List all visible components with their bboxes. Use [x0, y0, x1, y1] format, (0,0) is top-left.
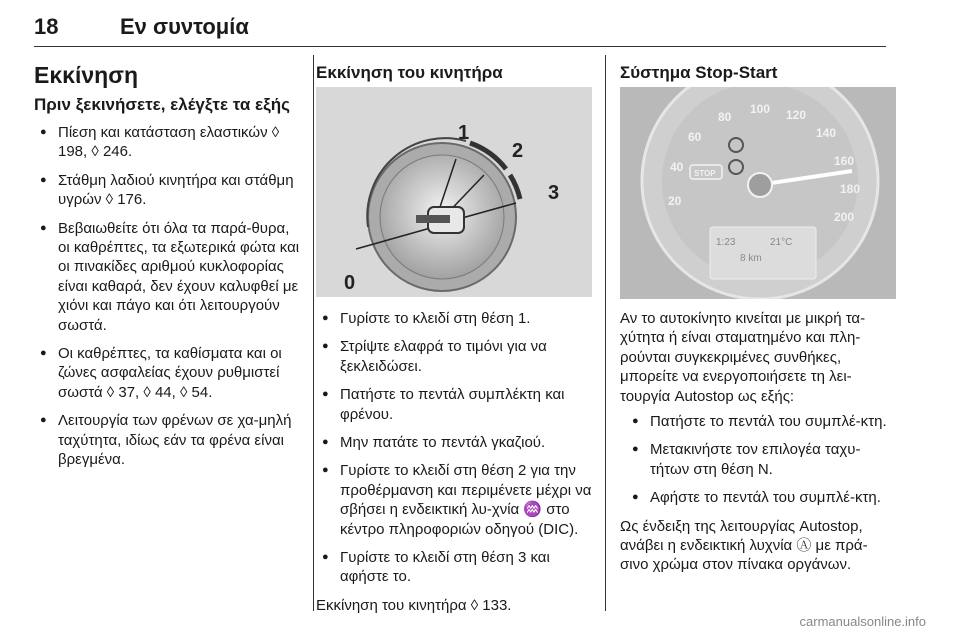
gauge-label: 160	[834, 154, 855, 168]
gauge-label: 60	[688, 130, 702, 144]
label-position-2: 2	[512, 140, 524, 162]
gauge-label: 40	[670, 160, 684, 174]
col2-title: Εκκίνηση του κινητήρα	[316, 63, 503, 82]
list-item: ● Πατήστε το πεντάλ συμπλέκτη και φρένου.	[316, 385, 596, 424]
section-title: Εν συντομία	[120, 14, 249, 39]
display-time: 1:23	[716, 237, 736, 248]
instrument-cluster-figure	[620, 87, 896, 299]
list-item: ● Οι καθρέπτες, τα καθίσματα και οι ζώνες ασφαλείας έχουν ρυθμιστεί σωστά ◊ 37, ◊ 44, ◊ 54.	[34, 344, 302, 402]
list-item: ● Στρίψτε ελαφρά το τιμόνι για να ξεκλειδώσει.	[316, 337, 596, 376]
gauge-label: 100	[750, 102, 771, 116]
list-item: ● Γυρίστε το κλειδί στη θέση 1.	[316, 309, 596, 328]
col2-crossref: Εκκίνηση του κινητήρα ◊ 133.	[316, 596, 512, 614]
label-position-1: 1	[458, 122, 470, 144]
col1-title: Εκκίνηση	[34, 62, 139, 88]
list-item: ● Μην πατάτε το πεντάλ γκαζιού.	[316, 433, 596, 452]
speedometer-illustration	[620, 87, 896, 299]
display-distance: 8 km	[740, 253, 762, 264]
ignition-switch-illustration	[316, 87, 592, 297]
start-steps	[316, 309, 596, 587]
page-number: 18	[34, 14, 59, 39]
label-position-0: 0	[344, 272, 356, 294]
column-1	[34, 62, 302, 479]
label-position-3: 3	[548, 182, 560, 204]
gauge-label: 140	[816, 126, 837, 140]
stop-start-outro: Ως ένδειξη της λειτουργίας Autostop, ανάβει η ενδεικτική λυχνία Ⓐ με πρά-σινο χρώμα στον πίνακα οργάνων.	[620, 517, 868, 574]
ignition-figure	[316, 87, 592, 297]
column-2	[316, 62, 596, 621]
watermark: carmanualsonline.info	[799, 614, 926, 629]
driver-info-display	[710, 227, 816, 279]
list-item: ● Στάθμη λαδιού κινητήρα και στάθμη υγρών ◊ 176.	[34, 171, 302, 210]
display-temperature: 21°C	[770, 237, 793, 248]
gauge-label: 180	[840, 182, 861, 196]
stop-start-intro: Αν το αυτοκίνητο κινείται με μικρή τα-χύτητα ή είναι σταματημένο και πλη-ρούνται συγκεκριμένες συνθήκες, μπορείτε να ενεργοποιήσετε τη λει-τουργία Autostop ως εξής:	[620, 310, 866, 405]
autostop-steps	[626, 412, 890, 508]
list-item: ● Γυρίστε το κλειδί στη θέση 2 για την προθέρμανση και περιμένετε μέχρι να σβήσει η ενδεικτική λυ-χνία ♒ στο κέντρο πληροφοριών οδηγού (DIC).	[316, 461, 596, 539]
gauge-label: 120	[786, 108, 807, 122]
list-item: ● Πατήστε το πεντάλ του συμπλέ-κτη.	[626, 412, 890, 431]
stop-label: STOP	[694, 169, 716, 178]
list-item: ● Γυρίστε το κλειδί στη θέση 3 και αφήστε το.	[316, 548, 596, 587]
column-divider-2	[605, 55, 606, 611]
list-item: ● Βεβαιωθείτε ότι όλα τα παρά-θυρα, οι καθρέπτες, τα εξωτερικά φώτα και οι πινακίδες αριθμού κυκλοφορίας είναι καθαρά, δεν έχουν καλυφθεί με χιόνι και πάγο και ότι λειτουργούν σωστά.	[34, 219, 302, 335]
col1-subtitle: Πριν ξεκινήσετε, ελέγξτε τα εξής	[34, 95, 290, 114]
list-item: ● Πίεση και κατάσταση ελαστικών ◊ 198, ◊ 246.	[34, 123, 302, 162]
list-item: ● Αφήστε το πεντάλ του συμπλέ-κτη.	[626, 488, 890, 507]
gauge-label: 80	[718, 110, 732, 124]
list-item: ● Μετακινήστε τον επιλογέα ταχυ-τήτων στη θέση N.	[626, 440, 890, 479]
column-divider-1	[313, 55, 314, 611]
column-3	[620, 62, 890, 581]
col3-title: Σύστημα Stop-Start	[620, 63, 778, 82]
gauge-label: 200	[834, 210, 855, 224]
header-rule	[34, 46, 886, 47]
list-item: ● Λειτουργία των φρένων σε χα-μηλή ταχύτητα, ιδίως εάν τα φρένα είναι βρεγμένα.	[34, 411, 302, 469]
checklist	[34, 123, 302, 470]
gauge-label: 20	[668, 194, 682, 208]
page-header	[34, 14, 249, 40]
